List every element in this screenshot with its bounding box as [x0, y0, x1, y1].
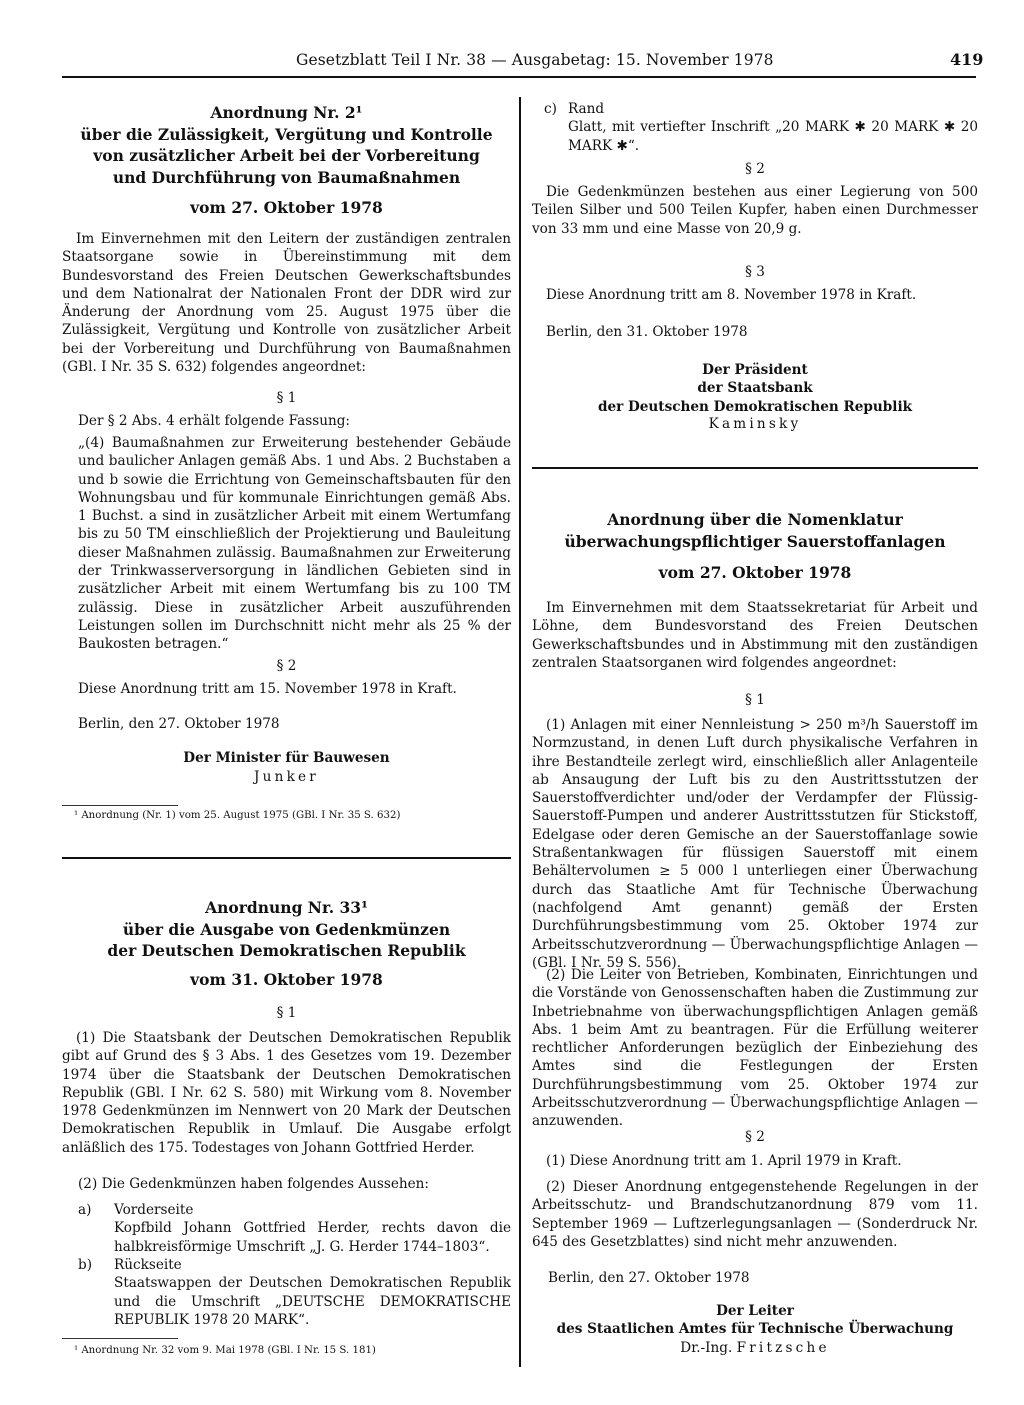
article-1-section-2-text: Diese Anordnung tritt am 15. November 1978 in Kraft. [78, 681, 457, 697]
article-3-signatory: Der Leiter des Staatlichen Amtes für Technische Überwachung [556, 1303, 954, 1338]
article-3-section-2-heading: § 2 [745, 1129, 765, 1145]
article-1-title: Anordnung Nr. 2¹ über die Zulässigkeit, Vergütung und Kontrolle von zusätzlicher Arbeit bei der Vorbereitung und Durchführung von Baumaßnahmen [80, 103, 493, 187]
article-2-section-2-text: Die Gedenkmünzen bestehen aus einer Legierung von 500 Teilen Silber und 500 Teilen Kupfer, haben einen Durchmesser von 33 mm und eine Masse von 20,9 g. [532, 184, 978, 237]
article-1-section-2-heading: § 2 [276, 658, 297, 674]
footnote-rule-1 [62, 805, 178, 806]
article-2-section-1-heading: § 1 [276, 1005, 297, 1021]
article-3-signatory-prefix: Dr.-Ing. [680, 1340, 733, 1356]
article-1-signatory-title: Der Minister für Bauwesen [183, 750, 390, 766]
article-1-date: vom 27. Oktober 1978 [190, 198, 383, 217]
article-3-section-2-para-1: (1) Diese Anordnung tritt am 1. April 1979 in Kraft. [546, 1153, 902, 1169]
running-header: Gesetzblatt Teil I Nr. 38 — Ausgabetag: 15. November 1978 [296, 51, 774, 69]
article-separator-1 [62, 857, 511, 859]
article-2-place-date: Berlin, den 31. Oktober 1978 [546, 324, 748, 340]
article-3-section-1-para-1: (1) Anlagen mit einer Nennleistung > 250 m³/h Sauerstoff im Normzustand, in denen Luft durch physikalische Verfahren in ihre Bestandteile zerlegt wird, einschließlich aller Anlagenteile ab Ansaugung der Luft bis zu den Austrittsstutzen der Sauerstoffverdichter und/oder der Verdampfer der Flüssig-Sauerstoff-Pumpen und anderer Austrittsstutzen für Stickstoff, Edelgase oder deren Gemische an der Sauerstoffanlage sowie Straßentankwagen für flüssigen Sauerstoff mit einem Behältervolumen ≥ 5 000 l unterliegen einer Überwachung durch das Staatliche Amt für Technische Überwachung (nachfolgend Amt genannt) gemäß der Ersten Durchführungsbestimmung vom 25. Oktober 1974 zur Arbeitsschutzverordnung — Überwachungspflichtige Anlagen — (GBl. I Nr. 59 S. 556). [532, 717, 978, 971]
article-2-section-3-heading: § 3 [745, 264, 765, 280]
coin-face-item-c: c) Rand Glatt, mit vertiefter Inschrift „20 MARK ✱ 20 MARK ✱ 20 MARK ✱“. [544, 101, 978, 154]
footnote-rule-2 [62, 1338, 178, 1339]
article-3-signatory-name-line [532, 1339, 978, 1357]
article-3-intro: Im Einvernehmen mit dem Staatssekretariat für Arbeit und Löhne, dem Bundesvorstand des Freien Deutschen Gewerkschaftsbundes und in Abstimmung mit den zuständigen zentralen Staatsorganen wird folgendes angeordnet: [532, 600, 978, 671]
article-2-date: vom 31. Oktober 1978 [190, 970, 383, 989]
coin-face-item-b: b) Rückseite Staatswappen der Deutschen Demokratischen Republik und die Umschrift „DEUTSCHE DEMOKRATISCHE REPUBLIK 1978 20 MARK“. [78, 1257, 511, 1328]
article-2-section-3-text: Diese Anordnung tritt am 8. November 1978 in Kraft. [546, 287, 917, 303]
article-1-place-date: Berlin, den 27. Oktober 1978 [78, 716, 280, 732]
article-1-section-1-quote: „(4) Baumaßnahmen zur Erweiterung bestehender Gebäude und baulicher Anlagen gemäß Abs. 1 und Abs. 2 Buchstaben a und b sowie die Errichtung von Gemeinschaftsbauten für den Wohnungsbau und für kommunale Einrichtungen gemäß Abs. 1 Buchst. a sind in zusätzlicher Arbeit mit einem Wertumfang bis zu 50 TM einschließlich der Projektierung und Bauleitung dieser Maßnahmen zulässig. Baumaßnahmen zur Erweiterung der Trinkwasserversorgung in ländlichen Gebieten sind in zusätzlicher Arbeit mit einem Wertumfang bis zu 100 TM zulässig. Diese in zusätzlicher Arbeit auszuführenden Leistungen sollen im Durchschnitt nicht mehr als 25 % der Baukosten betragen.“ [78, 435, 511, 653]
article-1-signatory-name: Junker [254, 769, 319, 785]
left-column [62, 0, 511, 1405]
article-2-signatory-name: Kaminsky [708, 416, 802, 432]
article-1-section-1-heading: § 1 [276, 390, 297, 406]
article-3-section-1-heading: § 1 [745, 692, 765, 708]
page-number: 419 [950, 50, 984, 69]
article-3-title: Anordnung über die Nomenklatur überwachungspflichtiger Sauerstoffanlagen [564, 510, 946, 551]
coin-face-item-a: a) Vorderseite Kopfbild Johann Gottfried Herder, rechts davon die halbkreisförmige Umschrift „J. G. Herder 1744–1803“. [78, 1202, 511, 1255]
article-2-title: Anordnung Nr. 33¹ über die Ausgabe von Gedenkmünzen der Deutschen Demokratischen Republik [107, 898, 466, 960]
column-divider [519, 97, 521, 1367]
article-2-section-2-heading: § 2 [745, 161, 765, 177]
article-3-place-date: Berlin, den 27. Oktober 1978 [548, 1270, 750, 1286]
article-2-signatory: Der Präsident der Staatsbank der Deutschen Demokratischen Republik [597, 362, 913, 415]
article-1-footnote: ¹ Anordnung (Nr. 1) vom 25. August 1975 (GBl. I Nr. 35 S. 632) [74, 810, 401, 821]
right-column [532, 0, 978, 1405]
article-separator-2 [532, 467, 978, 469]
article-2-section-1-para-2: (2) Die Gedenkmünzen haben folgendes Aussehen: [78, 1176, 430, 1192]
article-3-section-2-para-2: (2) Dieser Anordnung entgegenstehende Regelungen in der Arbeitsschutz- und Brandschutzanordnung 879 vom 11. September 1969 — Luftzerlegungsanlagen — (Sonderdruck Nr. 645 des Gesetzblattes) sind nicht mehr anzuwenden. [532, 1179, 978, 1250]
article-3-date: vom 27. Oktober 1978 [658, 563, 852, 582]
article-3-section-1-para-2: (2) Die Leiter von Betrieben, Kombinaten, Einrichtungen und die Vorstände von Genossenschaften haben die Zustimmung zur Inbetriebnahme von überwachungspflichtigen Anlagen gemäß Abs. 1 beim Amt zu beantragen. Für die Erfüllung weiterer rechtlicher Anforderungen bezüglich der Einbeziehung des Amtes sind die Festlegungen der Ersten Durchführungsbestimmung vom 25. Oktober 1974 zur Arbeitsschutzverordnung — Überwachungspflichtige Anlagen — anzuwenden. [532, 967, 978, 1130]
article-3-signatory-name: Fritzsche [736, 1340, 830, 1356]
article-1-section-1-lead: Der § 2 Abs. 4 erhält folgende Fassung: [78, 413, 350, 429]
article-2-footnote: ¹ Anordnung Nr. 32 vom 9. Mai 1978 (GBl. I Nr. 15 S. 181) [74, 1345, 376, 1356]
article-1-intro: Im Einvernehmen mit den Leitern der zuständigen zentralen Staatsorgane sowie in Übereinstimmung mit dem Bundesvorstand des Freien Deutschen Gewerkschaftsbundes und dem Nationalrat der Nationalen Front der DDR wird zur Änderung der Anordnung vom 25. August 1975 über die Zulässigkeit, Vergütung und Kontrolle von zusätzlicher Arbeit bei der Vorbereitung und Durchführung von Baumaßnahmen (GBl. I Nr. 35 S. 632) folgendes angeordnet: [62, 231, 511, 376]
article-2-section-1-para-1: (1) Die Staatsbank der Deutschen Demokratischen Republik gibt auf Grund des § 3 Abs. 1 des Gesetzes vom 19. Dezember 1974 über die Staatsbank der Deutschen Demokratischen Republik (GBl. I Nr. 62 S. 580) mit Wirkung vom 8. November 1978 Gedenkmünzen im Nennwert von 20 Mark der Deutschen Demokratischen Republik in Umlauf. Die Ausgabe erfolgt anläßlich des 175. Todestages von Johann Gottfried Herder. [62, 1030, 511, 1156]
